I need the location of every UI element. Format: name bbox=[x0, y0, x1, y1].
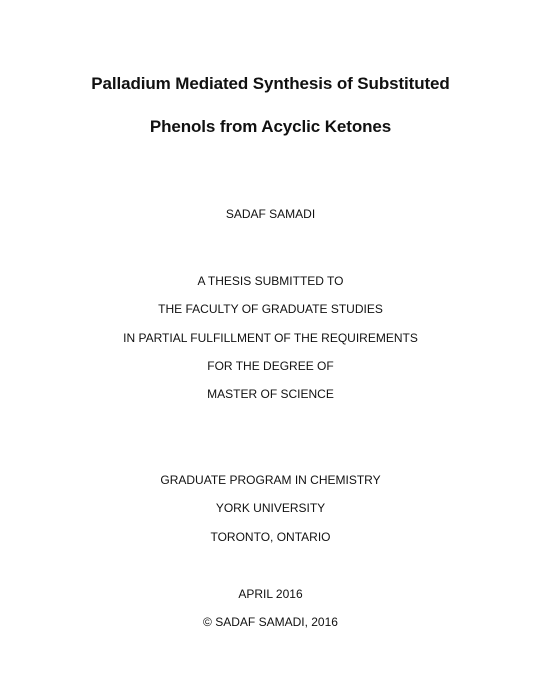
submission-date: APRIL 2016 bbox=[238, 587, 303, 601]
submission-line-1: A THESIS SUBMITTED TO bbox=[197, 274, 344, 288]
submission-line-3: IN PARTIAL FULFILLMENT OF THE REQUIREMENTS bbox=[123, 331, 418, 345]
graduate-program: GRADUATE PROGRAM IN CHEMISTRY bbox=[160, 473, 381, 487]
submission-line-4: FOR THE DEGREE OF bbox=[207, 359, 334, 373]
submission-line-2: THE FACULTY OF GRADUATE STUDIES bbox=[158, 302, 383, 316]
degree-name: MASTER OF SCIENCE bbox=[207, 387, 334, 401]
university-location: TORONTO, ONTARIO bbox=[210, 530, 331, 544]
title-line-1: Palladium Mediated Synthesis of Substituted bbox=[91, 74, 450, 93]
university-name: YORK UNIVERSITY bbox=[215, 501, 326, 515]
author-name: SADAF SAMADI bbox=[225, 207, 316, 221]
copyright-notice: © SADAF SAMADI, 2016 bbox=[203, 615, 338, 629]
title-line-2: Phenols from Acyclic Ketones bbox=[149, 117, 392, 136]
